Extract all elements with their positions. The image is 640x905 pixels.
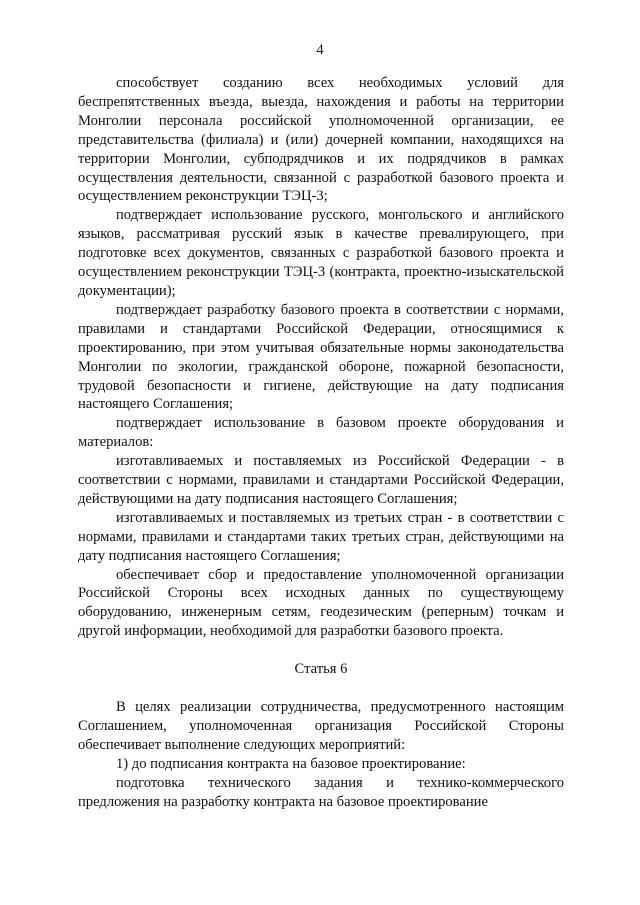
paragraph: обеспечивает сбор и предоставление уполномоченной организации Российской Стороны всех исходных данных по существующему оборудованию, инженерным сетям, геодезическим (реперным) точкам и другой информации, необходимой для разработки базового проекта. (78, 566, 564, 640)
paragraph: изготавливаемых и поставляемых из третьих стран - в соответствии с нормами, правилами и стандартами таких третьих стран, действующими на дату подписания настоящего Соглашения; (78, 509, 564, 564)
paragraph: подтверждает использование в базовом проекте оборудования и материалов: (78, 415, 564, 451)
paragraph: способствует созданию всех необходимых условий для беспрепятственных въезда, выезда, нахождения и работы на территории Монголии персонала российской уполномоченной организации, ее представительства (филиала) и (или) дочерней компании, находящихся на территории Монголии, субподрядчиков и их подрядчиков в рамках осуществления деятельности, связанной с разработкой базового проекта и осуществлением реконструкции ТЭЦ-3; (78, 75, 564, 205)
paragraph: подтверждает разработку базового проекта в соответствии с нормами, правилами и стандартами Российской Федерации, относящимися к проектированию, при этом учитывая обязательные нормы законодательства Монголии по экологии, гражданской обороне, пожарной безопасности, трудовой безопасности и гигиене, действующие на дату подписания настоящего Соглашения; (78, 301, 564, 413)
document-body (78, 74, 564, 812)
paragraph: подготовка технического задания и технико-коммерческого предложения на разработку контракта на базовое проектирование (78, 774, 564, 810)
article-heading: Статья 6 (294, 661, 348, 678)
paragraph: В целях реализации сотрудничества, предусмотренного настоящим Соглашением, уполномоченная организация Российской Стороны обеспечивает выполнение следующих мероприятий: (78, 699, 564, 753)
paragraph: 1) до подписания контракта на базовое проектирование: (116, 755, 466, 772)
paragraph: изготавливаемых и поставляемых из Российской Федерации - в соответствии с нормами, правилами и стандартами Российской Федерации, действующими на дату подписания настоящего Соглашения; (78, 453, 564, 507)
page-number: 4 (316, 42, 324, 58)
paragraph: подтверждает использование русского, монгольского и английского языков, рассматривая русский язык в качестве превалирующего, при подготовке всех документов, связанных с разработкой базового проекта и осуществлением реконструкции ТЭЦ-3 (контракта, проектно-изыскательской документации); (78, 207, 564, 299)
